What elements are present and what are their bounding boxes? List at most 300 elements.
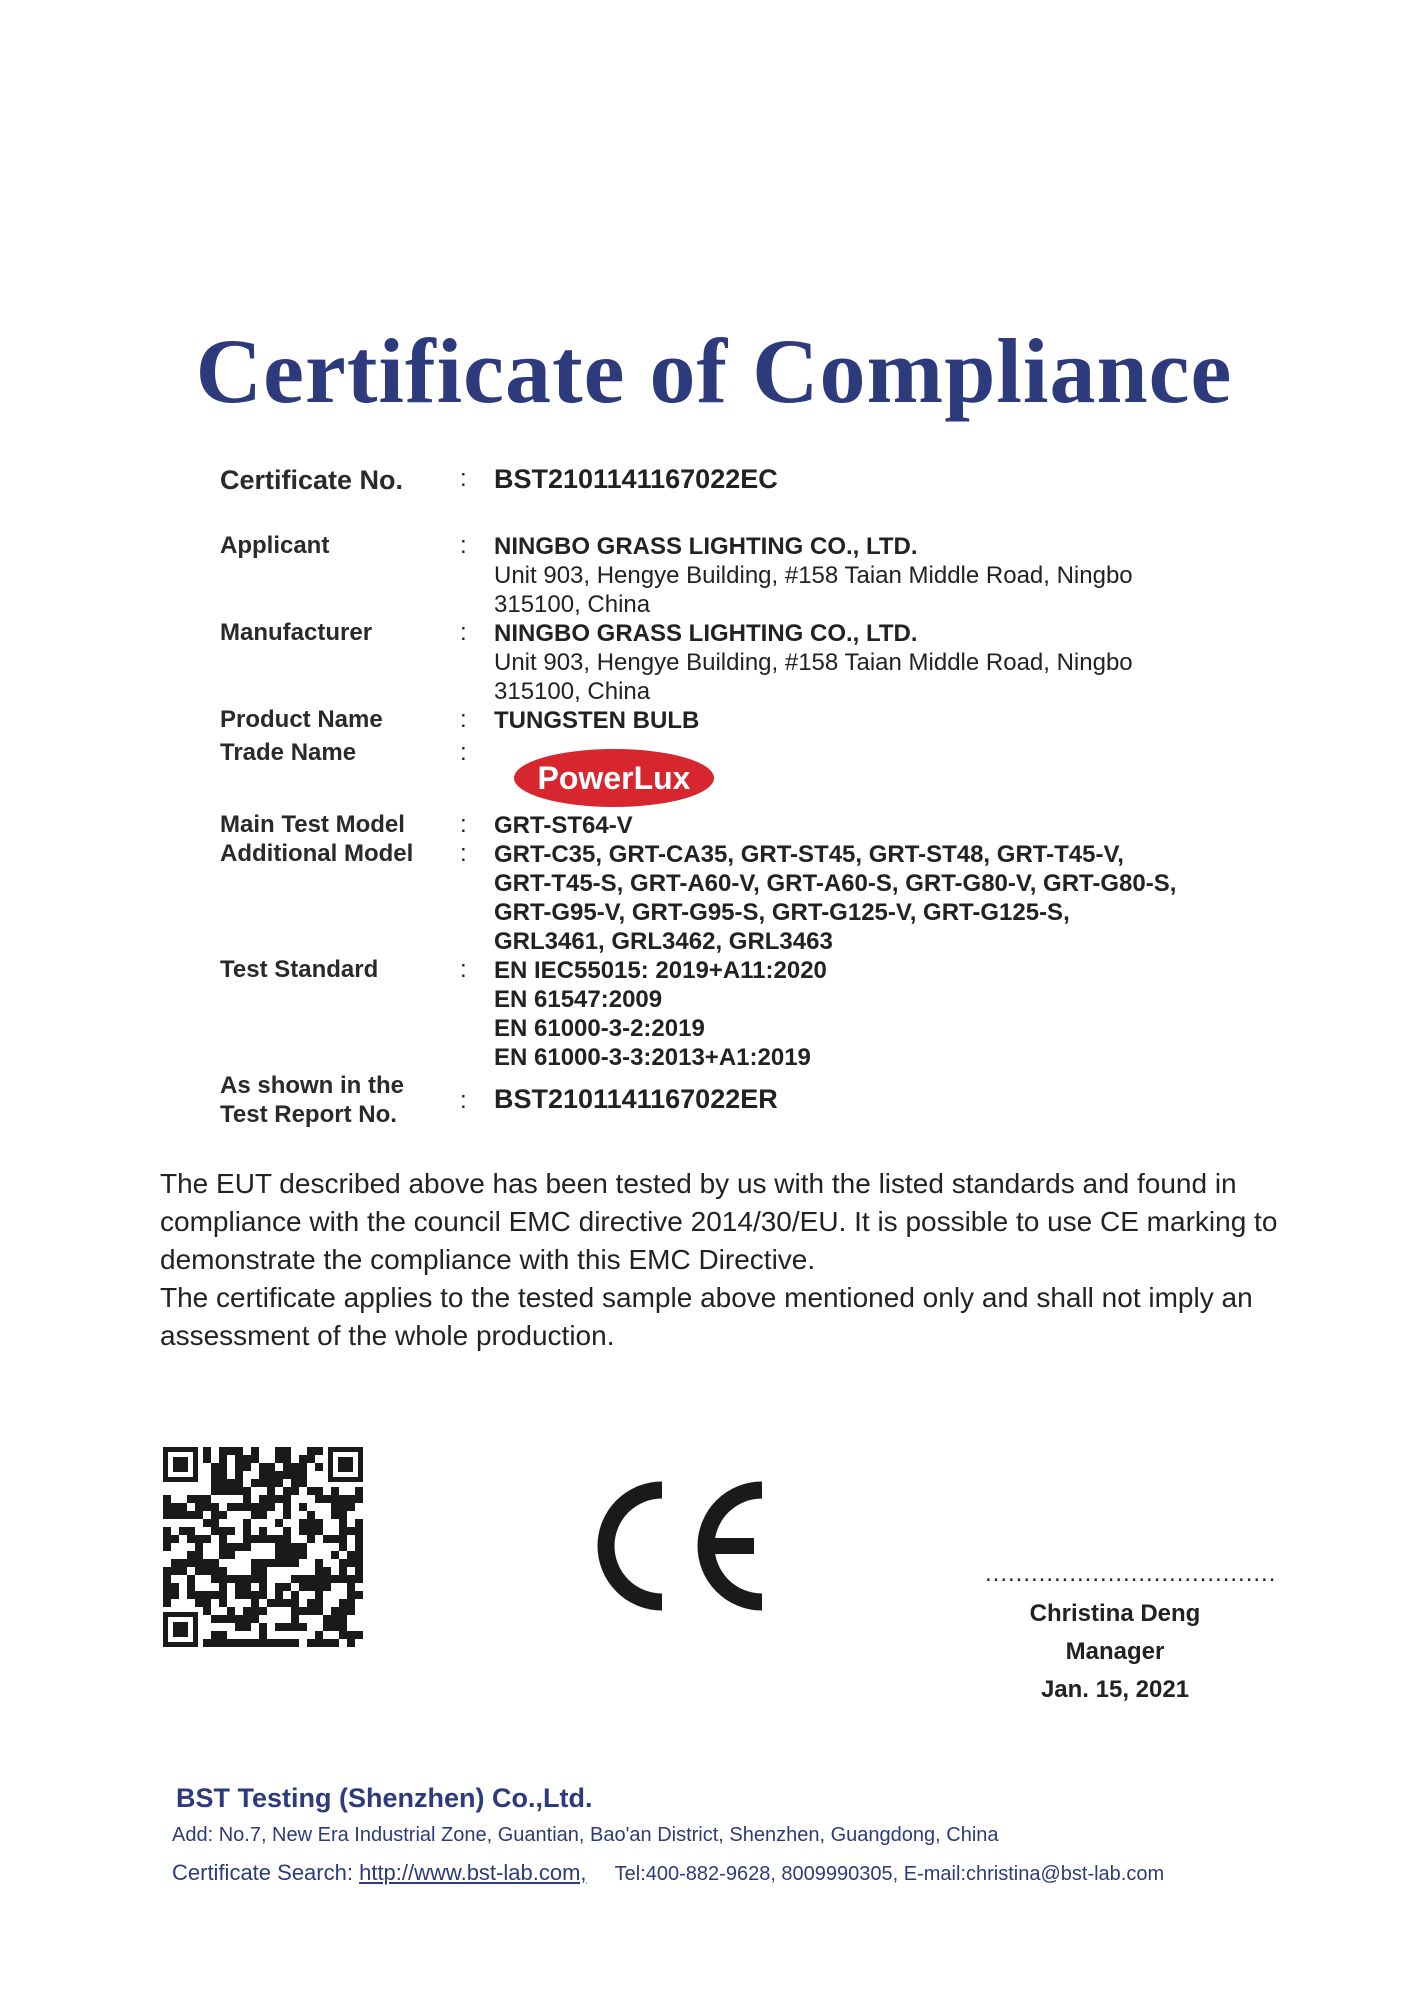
qr-module [195, 1535, 203, 1543]
qr-module [187, 1527, 195, 1535]
qr-module [275, 1519, 283, 1527]
qr-module [195, 1551, 203, 1559]
qr-module [291, 1559, 299, 1567]
qr-module [219, 1463, 227, 1471]
qr-module [315, 1575, 323, 1583]
qr-module [243, 1455, 251, 1463]
qr-module [267, 1479, 275, 1487]
qr-module [219, 1455, 227, 1463]
ce-mark-c [606, 1490, 662, 1602]
test-report-label [220, 1071, 460, 1129]
qr-module [355, 1495, 363, 1503]
qr-module [355, 1567, 363, 1575]
qr-module [339, 1503, 347, 1511]
qr-module [347, 1551, 355, 1559]
qr-module [251, 1599, 259, 1607]
qr-module [299, 1607, 307, 1615]
qr-module [259, 1463, 267, 1471]
qr-module [267, 1503, 275, 1511]
qr-module [355, 1551, 363, 1559]
test-standard-value [494, 956, 1274, 1072]
qr-module [315, 1447, 323, 1455]
qr-module [171, 1535, 179, 1543]
qr-module [243, 1623, 251, 1631]
qr-module [267, 1535, 275, 1543]
search-label: Certificate Search: [172, 1860, 353, 1885]
qr-module [179, 1511, 187, 1519]
qr-module [243, 1487, 251, 1495]
qr-module [347, 1583, 355, 1591]
qr-module [243, 1583, 251, 1591]
qr-module [267, 1639, 275, 1647]
qr-module [243, 1607, 251, 1615]
qr-module [251, 1511, 259, 1519]
qr-module [291, 1543, 299, 1551]
manufacturer-address-line2: 315100, China [494, 678, 651, 705]
qr-module [315, 1495, 323, 1503]
qr-module [283, 1511, 291, 1519]
certificate-title: Certificate of Compliance [195, 320, 1233, 422]
compliance-statement [160, 1165, 1290, 1355]
qr-module [355, 1527, 363, 1535]
colon: : [460, 706, 467, 733]
qr-module [259, 1535, 267, 1543]
qr-module [323, 1575, 331, 1583]
qr-module [211, 1575, 219, 1583]
main-test-model-label: Main Test Model [220, 811, 405, 838]
qr-finder-top-right [328, 1447, 363, 1482]
qr-module [163, 1535, 171, 1543]
qr-module [259, 1583, 267, 1591]
qr-module [163, 1599, 171, 1607]
qr-module [291, 1463, 299, 1471]
test-standard-label: Test Standard [220, 956, 379, 983]
footer-company: BST Testing (Shenzhen) Co.,Ltd. [176, 1783, 593, 1813]
qr-module [307, 1639, 315, 1647]
qr-module [299, 1471, 307, 1479]
qr-module [275, 1599, 283, 1607]
qr-module [219, 1535, 227, 1543]
qr-module [339, 1567, 347, 1575]
qr-module [307, 1575, 315, 1583]
qr-module [219, 1615, 227, 1623]
footer-contact: Tel:400-882-9628, 8009990305, E-mail:christina@bst-lab.com [614, 1863, 1165, 1885]
qr-module [315, 1591, 323, 1599]
qr-module [307, 1599, 315, 1607]
applicant-value [494, 532, 1274, 619]
qr-finder-top-left [163, 1447, 198, 1482]
qr-module [291, 1607, 299, 1615]
qr-module [315, 1487, 323, 1495]
qr-module [203, 1607, 211, 1615]
qr-module [307, 1527, 315, 1535]
qr-module [163, 1575, 171, 1583]
qr-module [227, 1615, 235, 1623]
manufacturer-address-line1: Unit 903, Hengye Building, #158 Taian Middle Road, Ningbo [494, 649, 1133, 676]
qr-module [283, 1495, 291, 1503]
qr-module [179, 1503, 187, 1511]
qr-module [259, 1623, 267, 1631]
qr-module [275, 1543, 283, 1551]
manufacturer-value [494, 619, 1274, 706]
qr-module [339, 1495, 347, 1503]
qr-module [275, 1639, 283, 1647]
qr-module [187, 1535, 195, 1543]
qr-module [219, 1583, 227, 1591]
trade-name-label: Trade Name [220, 739, 357, 766]
qr-module [283, 1535, 291, 1543]
qr-module [283, 1503, 291, 1511]
qr-module [315, 1599, 323, 1607]
colon: : [460, 956, 467, 983]
qr-module [283, 1543, 291, 1551]
qr-module [171, 1567, 179, 1575]
qr-module [323, 1623, 331, 1631]
qr-module [251, 1455, 259, 1463]
qr-module [259, 1591, 267, 1599]
qr-module [251, 1639, 259, 1647]
qr-code [163, 1447, 363, 1647]
qr-module [331, 1495, 339, 1503]
additional-model-label: Additional Model [220, 840, 414, 867]
signature-date: Jan. 15, 2021 [1040, 1676, 1190, 1703]
applicant-label: Applicant [220, 532, 330, 559]
qr-module [219, 1543, 227, 1551]
qr-module [259, 1631, 267, 1639]
ce-mark [578, 1476, 778, 1616]
qr-module [251, 1535, 259, 1543]
qr-module [339, 1511, 347, 1519]
signatory-name: Christina Deng [1029, 1600, 1201, 1627]
qr-module [315, 1463, 323, 1471]
test-standard-line: EN 61000-3-2:2019 [494, 1015, 705, 1042]
qr-module [355, 1591, 363, 1599]
qr-module [219, 1599, 227, 1607]
qr-module [219, 1479, 227, 1487]
logo-text: PowerLux [537, 760, 691, 796]
qr-module [259, 1495, 267, 1503]
qr-module [163, 1567, 171, 1575]
test-standard-line: EN 61547:2009 [494, 986, 663, 1013]
qr-module [211, 1503, 219, 1511]
qr-module [211, 1463, 219, 1471]
qr-module [235, 1591, 243, 1599]
qr-module [307, 1583, 315, 1591]
qr-module [339, 1615, 347, 1623]
additional-model-line: GRT-C35, GRT-CA35, GRT-ST45, GRT-ST48, GRT-T45-V, [494, 841, 1124, 868]
colon: : [460, 619, 467, 646]
qr-module [219, 1567, 227, 1575]
qr-module [211, 1471, 219, 1479]
qr-module [235, 1463, 243, 1471]
qr-module [275, 1559, 283, 1567]
qr-module [203, 1519, 211, 1527]
qr-module [211, 1615, 219, 1623]
qr-module [331, 1607, 339, 1615]
test-standard-line: EN 61000-3-3:2013+A1:2019 [494, 1044, 811, 1071]
colon: : [460, 739, 467, 766]
qr-module [339, 1543, 347, 1551]
qr-module [283, 1455, 291, 1463]
qr-module [219, 1631, 227, 1639]
qr-module [355, 1543, 363, 1551]
colon: : [460, 1087, 467, 1114]
statement-paragraph2: The certificate applies to the tested sample above mentioned only and shall not imply an assessment of the whole production. [160, 1282, 1253, 1351]
signature-block [985, 1560, 1277, 1709]
qr-module [347, 1495, 355, 1503]
qr-module [355, 1559, 363, 1567]
qr-module [187, 1583, 195, 1591]
qr-module [331, 1623, 339, 1631]
qr-module [259, 1607, 267, 1615]
qr-module [235, 1623, 243, 1631]
qr-module [211, 1567, 219, 1575]
qr-module [315, 1527, 323, 1535]
qr-module [251, 1607, 259, 1615]
qr-module [235, 1455, 243, 1463]
qr-module [227, 1575, 235, 1583]
qr-module [219, 1487, 227, 1495]
qr-module [187, 1511, 195, 1519]
qr-module [219, 1511, 227, 1519]
certificate-no-label: Certificate No. [220, 465, 404, 495]
qr-module [299, 1479, 307, 1487]
qr-module [211, 1639, 219, 1647]
additional-model-value [494, 840, 1274, 956]
qr-module [347, 1599, 355, 1607]
qr-module [235, 1503, 243, 1511]
qr-module [243, 1527, 251, 1535]
qr-module [163, 1591, 171, 1599]
qr-module [291, 1551, 299, 1559]
qr-module [347, 1503, 355, 1511]
qr-module [323, 1567, 331, 1575]
qr-module [283, 1487, 291, 1495]
qr-module [203, 1447, 211, 1455]
applicant-address-line2: 315100, China [494, 591, 651, 618]
qr-module [275, 1551, 283, 1559]
qr-module [195, 1599, 203, 1607]
qr-module [331, 1575, 339, 1583]
colon: : [460, 811, 467, 838]
qr-module [347, 1575, 355, 1583]
qr-module [227, 1551, 235, 1559]
qr-module [227, 1447, 235, 1455]
qr-module [283, 1623, 291, 1631]
qr-module [211, 1479, 219, 1487]
qr-module [243, 1519, 251, 1527]
qr-module [251, 1567, 259, 1575]
qr-module [275, 1471, 283, 1479]
qr-module [187, 1591, 195, 1599]
qr-module [331, 1503, 339, 1511]
qr-module [291, 1471, 299, 1479]
qr-module [195, 1567, 203, 1575]
qr-module [259, 1575, 267, 1583]
qr-module [299, 1551, 307, 1559]
qr-module [283, 1471, 291, 1479]
qr-module [347, 1591, 355, 1599]
qr-module [291, 1479, 299, 1487]
qr-module [339, 1519, 347, 1527]
qr-module [195, 1511, 203, 1519]
qr-module [259, 1559, 267, 1567]
qr-module [315, 1559, 323, 1567]
main-test-model-value: GRT-ST64-V [494, 812, 633, 839]
additional-model-line: GRT-T45-S, GRT-A60-V, GRT-A60-S, GRT-G80-V, GRT-G80-S, [494, 870, 1177, 897]
qr-module [355, 1519, 363, 1527]
qr-module [171, 1503, 179, 1511]
qr-module [275, 1535, 283, 1543]
qr-module [291, 1639, 299, 1647]
test-report-label-line1: As shown in the [220, 1072, 405, 1099]
qr-module [339, 1631, 347, 1639]
qr-module [259, 1471, 267, 1479]
qr-module [235, 1447, 243, 1455]
qr-module [323, 1639, 331, 1647]
qr-module [203, 1639, 211, 1647]
qr-module [235, 1487, 243, 1495]
signature-line: ...................................... [985, 1560, 1277, 1587]
ce-mark-e-bar [698, 1538, 754, 1554]
applicant-address-line1: Unit 903, Hengye Building, #158 Taian Middle Road, Ningbo [494, 562, 1133, 589]
qr-module [163, 1527, 171, 1535]
qr-module [331, 1551, 339, 1559]
qr-module [339, 1559, 347, 1567]
qr-module [235, 1479, 243, 1487]
qr-module [259, 1527, 267, 1535]
qr-module [259, 1511, 267, 1519]
qr-module [251, 1479, 259, 1487]
qr-module [339, 1527, 347, 1535]
qr-module [355, 1575, 363, 1583]
qr-module [299, 1519, 307, 1527]
qr-module [291, 1575, 299, 1583]
qr-module [307, 1511, 315, 1519]
qr-module [235, 1575, 243, 1583]
qr-module [339, 1599, 347, 1607]
qr-module [283, 1447, 291, 1455]
qr-module [203, 1559, 211, 1567]
qr-module [163, 1495, 171, 1503]
qr-module [163, 1503, 171, 1511]
qr-module [235, 1583, 243, 1591]
qr-module [203, 1599, 211, 1607]
qr-module [267, 1599, 275, 1607]
colon: : [460, 465, 467, 492]
product-name-value: TUNGSTEN BULB [494, 707, 700, 734]
qr-module [275, 1623, 283, 1631]
qr-module [299, 1503, 307, 1511]
qr-module [203, 1591, 211, 1599]
qr-module [323, 1583, 331, 1591]
test-report-label-line2: Test Report No. [220, 1101, 397, 1128]
applicant-name: NINGBO GRASS LIGHTING CO., LTD. [494, 533, 918, 560]
qr-module [315, 1583, 323, 1591]
qr-module [211, 1519, 219, 1527]
qr-module [219, 1551, 227, 1559]
website-link[interactable]: http://www.bst-lab.com, [359, 1860, 587, 1885]
qr-module [243, 1543, 251, 1551]
qr-module [243, 1495, 251, 1503]
qr-module [195, 1559, 203, 1567]
qr-finder-bottom-left [163, 1612, 198, 1647]
qr-module [299, 1575, 307, 1583]
product-name-label: Product Name [220, 706, 383, 733]
qr-module [307, 1535, 315, 1543]
qr-module [299, 1583, 307, 1591]
qr-module [219, 1575, 227, 1583]
qr-module [275, 1455, 283, 1463]
qr-module [187, 1495, 195, 1503]
qr-module [235, 1543, 243, 1551]
qr-module [291, 1591, 299, 1599]
qr-module [235, 1615, 243, 1623]
footer-address: Add: No.7, New Era Industrial Zone, Guantian, Bao'an District, Shenzhen, Guangdong, China [172, 1824, 999, 1846]
qr-module [267, 1559, 275, 1567]
qr-module [259, 1479, 267, 1487]
certificate-no-value: BST2101141167022EC [494, 464, 778, 494]
manufacturer-name: NINGBO GRASS LIGHTING CO., LTD. [494, 620, 918, 647]
qr-module [219, 1471, 227, 1479]
qr-module [275, 1591, 283, 1599]
qr-module [339, 1575, 347, 1583]
colon: : [460, 532, 467, 559]
qr-module [259, 1639, 267, 1647]
qr-module [187, 1551, 195, 1559]
qr-module [195, 1591, 203, 1599]
qr-module [251, 1503, 259, 1511]
qr-module [331, 1615, 339, 1623]
qr-module [211, 1591, 219, 1599]
qr-module [299, 1463, 307, 1471]
qr-module [203, 1495, 211, 1503]
qr-module [307, 1519, 315, 1527]
qr-module [187, 1575, 195, 1583]
qr-module [315, 1607, 323, 1615]
qr-module [267, 1463, 275, 1471]
qr-module [331, 1487, 339, 1495]
qr-module [283, 1463, 291, 1471]
colon: : [460, 840, 467, 867]
test-report-value: BST2101141167022ER [494, 1084, 778, 1114]
qr-module [251, 1559, 259, 1567]
qr-module [291, 1623, 299, 1631]
qr-module [227, 1487, 235, 1495]
qr-module [219, 1591, 227, 1599]
qr-module [323, 1495, 331, 1503]
qr-module [179, 1567, 187, 1575]
qr-module [219, 1447, 227, 1455]
qr-module [283, 1527, 291, 1535]
qr-module [347, 1639, 355, 1647]
qr-module [331, 1639, 339, 1647]
footer-search [172, 1860, 1164, 1886]
qr-module [355, 1631, 363, 1639]
qr-module [211, 1527, 219, 1535]
qr-module [243, 1503, 251, 1511]
qr-module [163, 1543, 171, 1551]
manufacturer-label: Manufacturer [220, 619, 373, 646]
qr-module [299, 1527, 307, 1535]
qr-module [203, 1535, 211, 1543]
qr-module [275, 1479, 283, 1487]
qr-module [283, 1559, 291, 1567]
statement-paragraph1: The EUT described above has been tested by us with the listed standards and found in compliance with the council EMC directive 2014/30/EU. It is possible to use CE marking to demonstrate the compliance with this EMC Directive. [160, 1168, 1278, 1275]
test-standard-line: EN IEC55015: 2019+A11:2020 [494, 957, 827, 984]
qr-module [211, 1559, 219, 1567]
qr-module [283, 1583, 291, 1591]
